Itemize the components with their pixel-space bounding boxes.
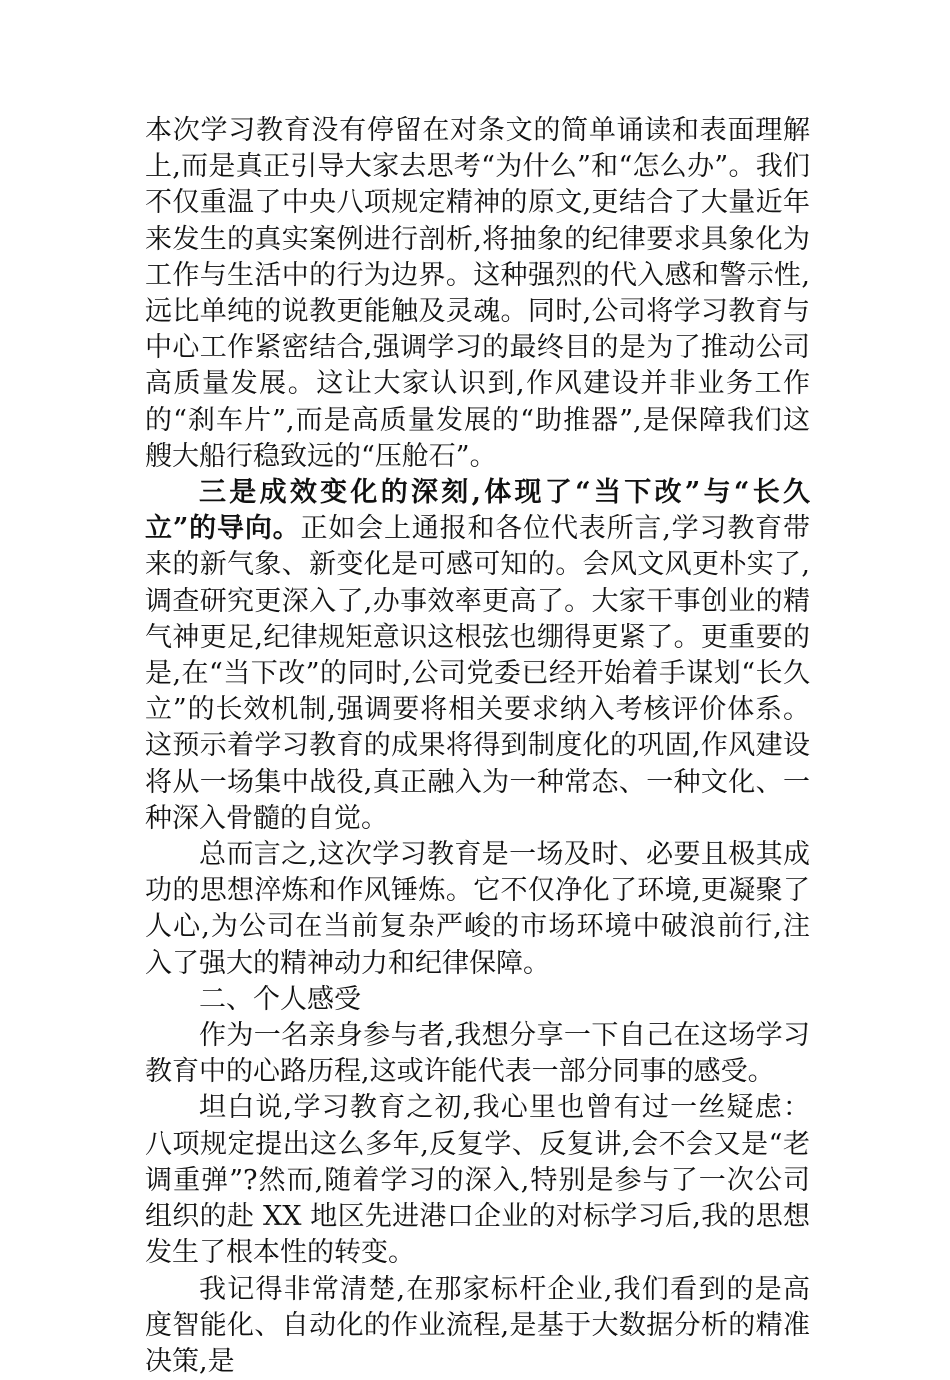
paragraph-7 [145, 1272, 810, 1380]
paragraph-6 [145, 1090, 810, 1271]
paragraph-text: 本次学习教育没有停留在对条文的简单诵读和表面理解上,而是真正引导大家去思考“为什么”和“怎么办”。我们不仅重温了中央八项规定精神的原文,更结合了大量近年来发生的真实案例进行剖析,将抽象的纪律要求具象化为工作与生活中的行为边界。这种强烈的代入感和警示性,远比单纯的说教更能触及灵魂。同时,公司将学习教育与中心工作紧密结合,强调学习的最终目的是为了推动公司高质量发展。这让大家认识到,作风建设并非业务工作的“刹车片”,而是高质量发展的“助推器”,是保障我们这艘大船行稳致远的“压舱石”。 [145, 115, 810, 472]
paragraph-text: 正如会上通报和各位代表所言,学习教育带来的新气象、新变化是可感可知的。会风文风更朴实了,调查研究更深入了,办事效率更高了。大家干事创业的精气神更足,纪律规矩意识这根弦也绷得更紧了。更重要的是,在“当下改”的同时,公司党委已经开始着手谋划“长久立”的长效机制,强调要将相关要求纳入考核评价体系。这预示着学习教育的成果将得到制度化的巩固,作风建设将从一场集中战役,真正融入为一种常态、一种文化、一种深入骨髓的自觉。 [145, 513, 810, 834]
section-heading-text: 二、个人感受 [199, 984, 361, 1015]
paragraph-bold-lead: 三是成效变化的深刻,体现了“当下改”与“长久立”的导向。 [145, 477, 810, 544]
paragraph-text: 坦白说,学习教育之初,我心里也曾有过一丝疑虑：八项规定提出这么多年,反复学、反复讲,会不会又是“老调重弹”?然而,随着学习的深入,特别是参与了一次公司组织的赴 XX 地区先进港口企业的对标学习后,我的思想发生了根本性的转变。 [145, 1092, 810, 1268]
paragraph-text: 我记得非常清楚,在那家标杆企业,我们看到的是高度智能化、自动化的作业流程,是基于大数据分析的精准决策,是 [145, 1274, 810, 1377]
paragraph-text: 总而言之,这次学习教育是一场及时、必要且极其成功的思想淬炼和作风锤炼。它不仅净化了环境,更凝聚了人心,为公司在当前复杂严峻的市场环境中破浪前行,注入了强大的精神动力和纪律保障。 [145, 839, 810, 979]
paragraph-3 [145, 837, 810, 982]
paragraph-2 [145, 475, 810, 837]
section-heading [145, 982, 810, 1018]
document-body [145, 113, 810, 1380]
paragraph-text: 作为一名亲身参与者,我想分享一下自己在这场学习教育中的心路历程,这或许能代表一部分同事的感受。 [145, 1020, 810, 1087]
paragraph-5 [145, 1018, 810, 1090]
paragraph-1 [145, 113, 810, 475]
